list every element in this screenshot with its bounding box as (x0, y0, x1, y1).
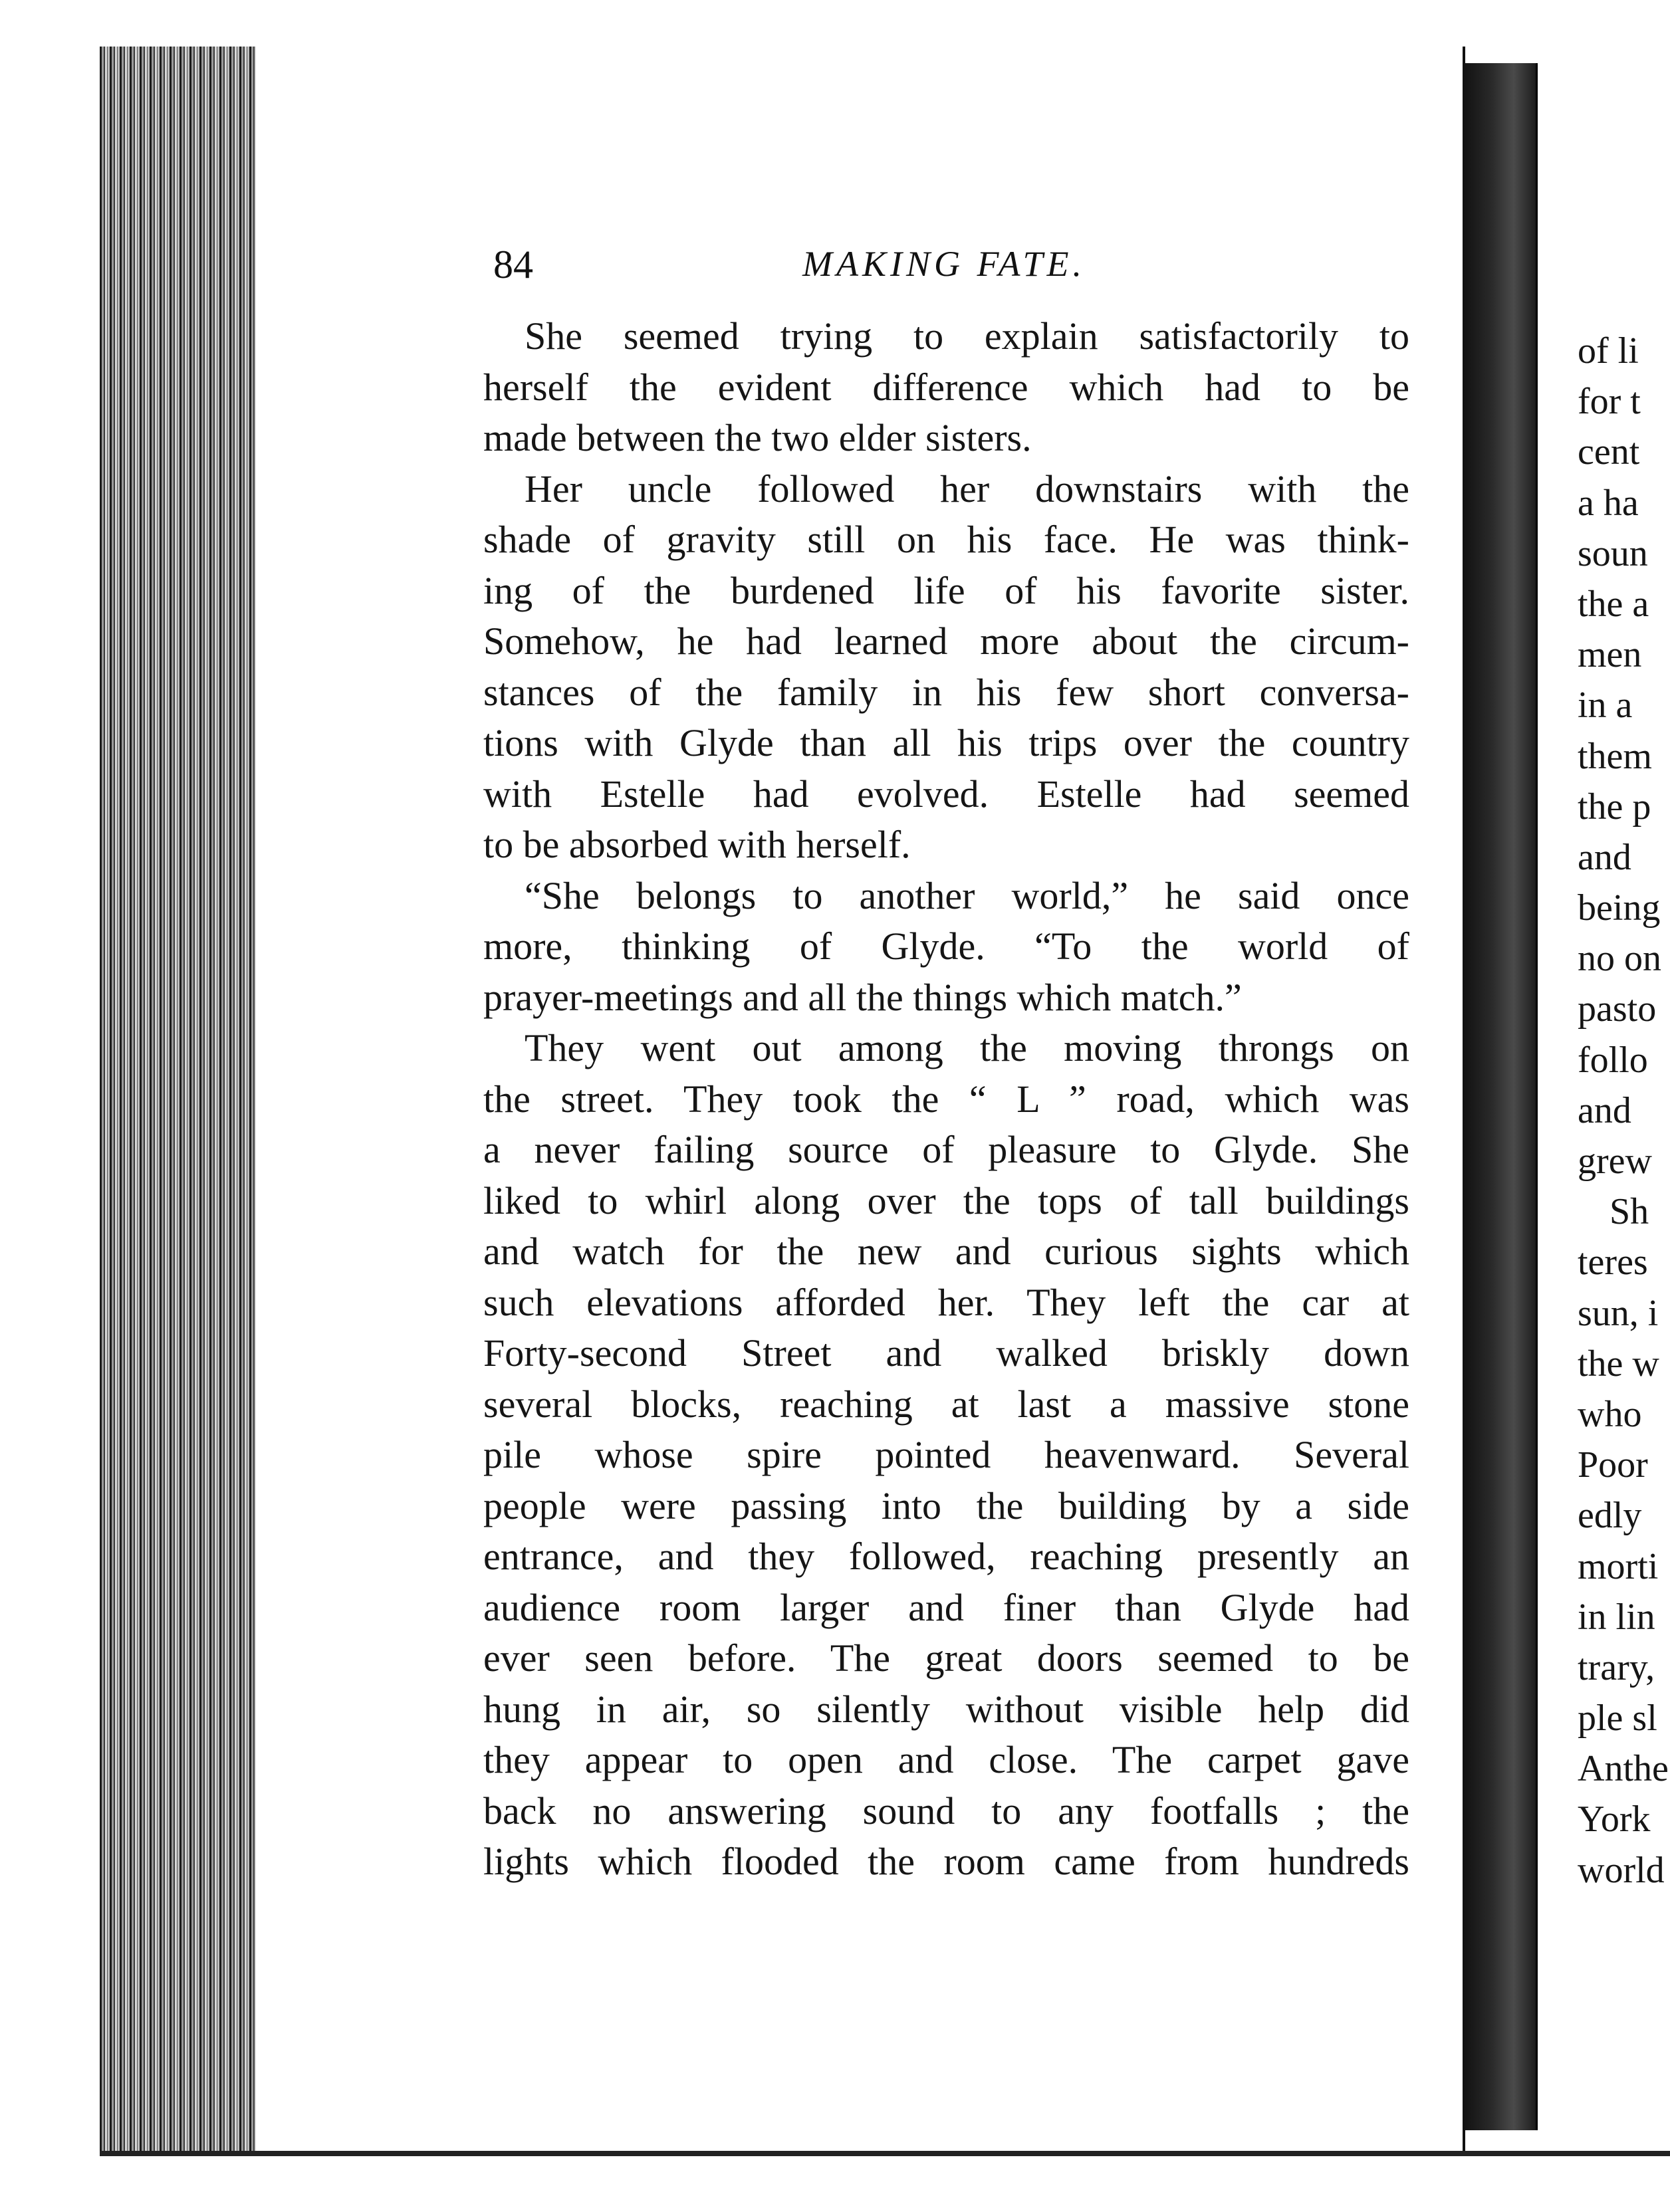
facing-line: trary, (1578, 1646, 1655, 1688)
text-line: shade of gravity still on his face. He was think- (483, 518, 1409, 561)
facing-line: the a (1578, 583, 1649, 625)
facing-line: ple sl (1578, 1698, 1657, 1739)
body-text (483, 311, 1409, 1888)
text-line: more, thinking of Glyde. “To the world of (483, 925, 1409, 968)
facing-line: who (1578, 1393, 1642, 1435)
facing-line: grew (1578, 1141, 1652, 1182)
facing-line: them (1578, 735, 1652, 777)
page-edges (100, 47, 259, 2152)
facing-line: cent (1578, 431, 1640, 473)
facing-line: edly (1578, 1495, 1642, 1537)
facing-line: in lin (1578, 1596, 1655, 1638)
text-line: a never failing source of pleasure to Glyde. She (483, 1128, 1409, 1171)
facing-line: for t (1578, 381, 1641, 423)
facing-line: the w (1578, 1343, 1659, 1384)
facing-line: men (1578, 634, 1642, 676)
facing-line: the p (1578, 786, 1651, 828)
text-line: they appear to open and close. The carpet gave (483, 1738, 1409, 1781)
text-line: tions with Glyde than all his trips over the country (483, 721, 1409, 764)
page-number: 84 (493, 243, 533, 286)
text-line: lights which flooded the room came from hundreds (483, 1840, 1409, 1883)
facing-line: a ha (1578, 482, 1639, 524)
facing-line: no on (1578, 938, 1661, 980)
text-line: with Estelle had evolved. Estelle had seemed (483, 772, 1409, 816)
text-line: Somehow, he had learned more about the circum- (483, 619, 1409, 663)
facing-line: York (1578, 1799, 1651, 1840)
facing-line: follo (1578, 1039, 1648, 1081)
text-line: “She belongs to another world,” he said once (525, 873, 1409, 917)
text-line: prayer-meetings and all the things which match.” (483, 975, 1242, 1019)
text-line: the street. They took the “ L ” road, which was (483, 1077, 1409, 1121)
text-line: and watch for the new and curious sights which (483, 1230, 1409, 1273)
text-line: liked to whirl along over the tops of tall buildings (483, 1178, 1409, 1222)
text-line: audience room larger and finer than Glyde had (483, 1585, 1409, 1629)
text-line: herself the evident difference which had to be (483, 365, 1409, 409)
facing-line: pasto (1578, 988, 1657, 1030)
text-line: back no answering sound to any footfalls ; the (483, 1789, 1409, 1832)
facing-page-text (1578, 326, 1670, 1896)
text-line: people were passing into the building by a side (483, 1484, 1409, 1527)
text-line: They went out among the moving throngs on (525, 1026, 1409, 1069)
text-line: Forty-second Street and walked briskly down (483, 1331, 1409, 1375)
text-line: ever seen before. The great doors seemed to be (483, 1636, 1409, 1680)
facing-line: Poor (1578, 1444, 1648, 1486)
text-line: ing of the burdened life of his favorite sister. (483, 568, 1409, 612)
text-line: pile whose spire pointed heavenward. Several (483, 1433, 1409, 1476)
book-gutter (1463, 63, 1536, 2130)
facing-line: in a (1578, 685, 1633, 726)
facing-line: morti (1578, 1545, 1659, 1587)
text-line: hung in air, so silently without visible help did (483, 1687, 1409, 1731)
facing-line: of li (1578, 330, 1639, 372)
text-line: several blocks, reaching at last a massive stone (483, 1382, 1409, 1426)
running-title: MAKING FATE. (802, 244, 1086, 284)
facing-line: and (1578, 836, 1631, 878)
text-line: to be absorbed with herself. (483, 823, 911, 866)
facing-line: Sh (1610, 1191, 1649, 1233)
text-line: She seemed trying to explain satisfactorily to (525, 314, 1409, 358)
facing-line: soun (1578, 532, 1648, 574)
text-line: such elevations afforded her. They left the car at (483, 1280, 1409, 1324)
text-line: stances of the family in his few short conversa- (483, 670, 1409, 714)
bottom-edge (100, 2151, 1670, 2156)
text-line: entrance, and they followed, reaching presently an (483, 1535, 1409, 1578)
facing-line: and (1578, 1089, 1631, 1131)
facing-line: Anthe (1578, 1748, 1669, 1790)
facing-line: world (1578, 1849, 1665, 1891)
text-line: made between the two elder sisters. (483, 416, 1032, 459)
text-line: Her uncle followed her downstairs with the (525, 467, 1409, 510)
facing-line: teres (1578, 1242, 1648, 1283)
facing-line: being (1578, 887, 1661, 929)
facing-line: sun, i (1578, 1292, 1659, 1334)
